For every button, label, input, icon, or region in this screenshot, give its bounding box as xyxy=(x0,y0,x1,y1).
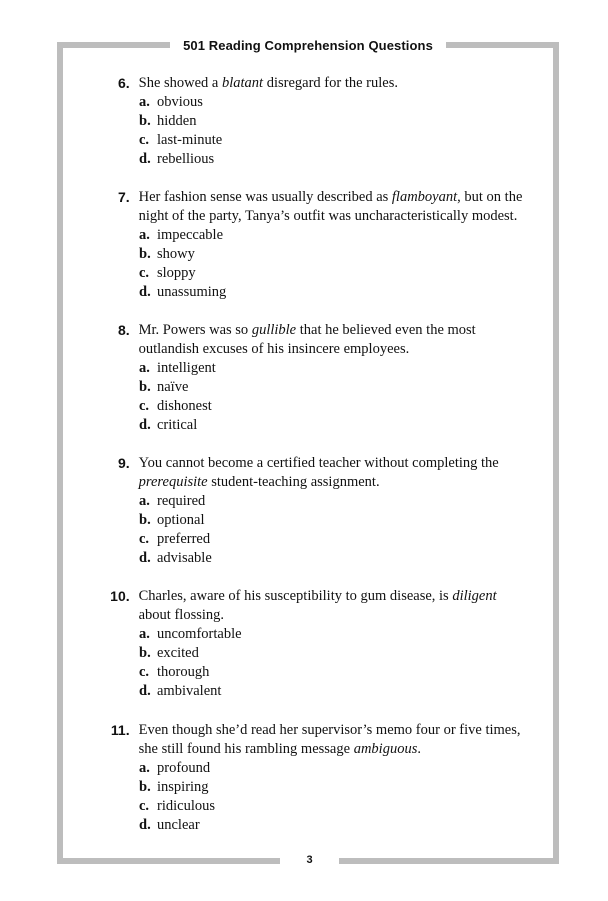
page-header-title: 501 Reading Comprehension Questions xyxy=(183,38,433,53)
vocab-word: flamboyant xyxy=(391,189,458,205)
page-number: 3 xyxy=(306,854,313,866)
option-d: d. ambivalent xyxy=(139,683,222,699)
vocab-word: prerequisite xyxy=(138,474,208,490)
option-a: a. obvious xyxy=(139,94,203,110)
option-d: d. unclear xyxy=(139,817,200,833)
question-text: Her fashion sense was usually described as flamboyant, but on the night of the party, Tanya’s outfit was uncharacteristically modest. xyxy=(138,189,523,224)
question-8 xyxy=(90,321,530,435)
question-number: 6. xyxy=(117,75,130,91)
option-a: a. intelligent xyxy=(139,360,216,376)
option-b: b. showy xyxy=(139,246,195,262)
question-11 xyxy=(90,721,530,835)
vocab-word: blatant xyxy=(222,75,264,91)
answer-options xyxy=(139,759,530,835)
question-number: 10. xyxy=(110,588,130,604)
answer-options xyxy=(139,226,530,302)
option-b: b. optional xyxy=(139,512,205,528)
question-9 xyxy=(90,454,530,568)
option-c: c. sloppy xyxy=(139,265,196,281)
frame-right-bar xyxy=(553,42,559,864)
option-b: b. inspiring xyxy=(139,779,209,795)
frame-left-bar xyxy=(57,42,63,864)
option-c: c. dishonest xyxy=(139,398,212,414)
answer-options xyxy=(139,625,530,701)
frame-top-right-bar xyxy=(446,42,559,48)
option-d: d. unassuming xyxy=(139,284,227,300)
frame-bottom-left-bar xyxy=(57,858,280,864)
question-number: 7. xyxy=(117,189,130,205)
vocab-word: gullible xyxy=(251,322,297,338)
option-a: a. impeccable xyxy=(139,227,224,243)
answer-options xyxy=(139,359,530,435)
option-a: a. profound xyxy=(139,760,211,776)
option-c: c. ridiculous xyxy=(139,798,215,814)
frame-bottom-right-bar xyxy=(339,858,559,864)
question-number: 11. xyxy=(110,722,130,738)
question-text: Mr. Powers was so gullible that he believed even the most outlandish excuses of his insincere employees. xyxy=(138,322,476,357)
question-7 xyxy=(90,188,530,302)
option-c: c. preferred xyxy=(139,531,211,547)
question-6 xyxy=(90,74,530,169)
question-text: Charles, aware of his susceptibility to gum disease, is diligent about flossing. xyxy=(138,588,497,623)
frame-top-left-bar xyxy=(57,42,170,48)
option-c: c. last-minute xyxy=(139,132,223,148)
vocab-word: diligent xyxy=(452,588,497,604)
option-d: d. rebellious xyxy=(139,151,215,167)
option-d: d. critical xyxy=(139,417,198,433)
question-number: 9. xyxy=(117,455,130,471)
option-b: b. hidden xyxy=(139,113,197,129)
question-text: Even though she’d read her supervisor’s memo four or five times, she still found his rambling message ambiguous. xyxy=(138,722,521,757)
option-a: a. required xyxy=(139,493,206,509)
question-10 xyxy=(90,587,530,701)
question-number: 8. xyxy=(117,322,130,338)
option-b: b. excited xyxy=(139,645,199,661)
option-c: c. thorough xyxy=(139,664,210,680)
question-text: She showed a blatant disregard for the rules. xyxy=(138,75,398,91)
answer-options xyxy=(139,93,530,169)
vocab-word: ambiguous xyxy=(353,741,418,757)
option-b: b. naïve xyxy=(139,379,189,395)
question-text: You cannot become a certified teacher without completing the prerequisite student-teaching assignment. xyxy=(138,455,499,490)
option-a: a. uncomfortable xyxy=(139,626,242,642)
answer-options xyxy=(139,492,530,568)
option-d: d. advisable xyxy=(139,550,212,566)
